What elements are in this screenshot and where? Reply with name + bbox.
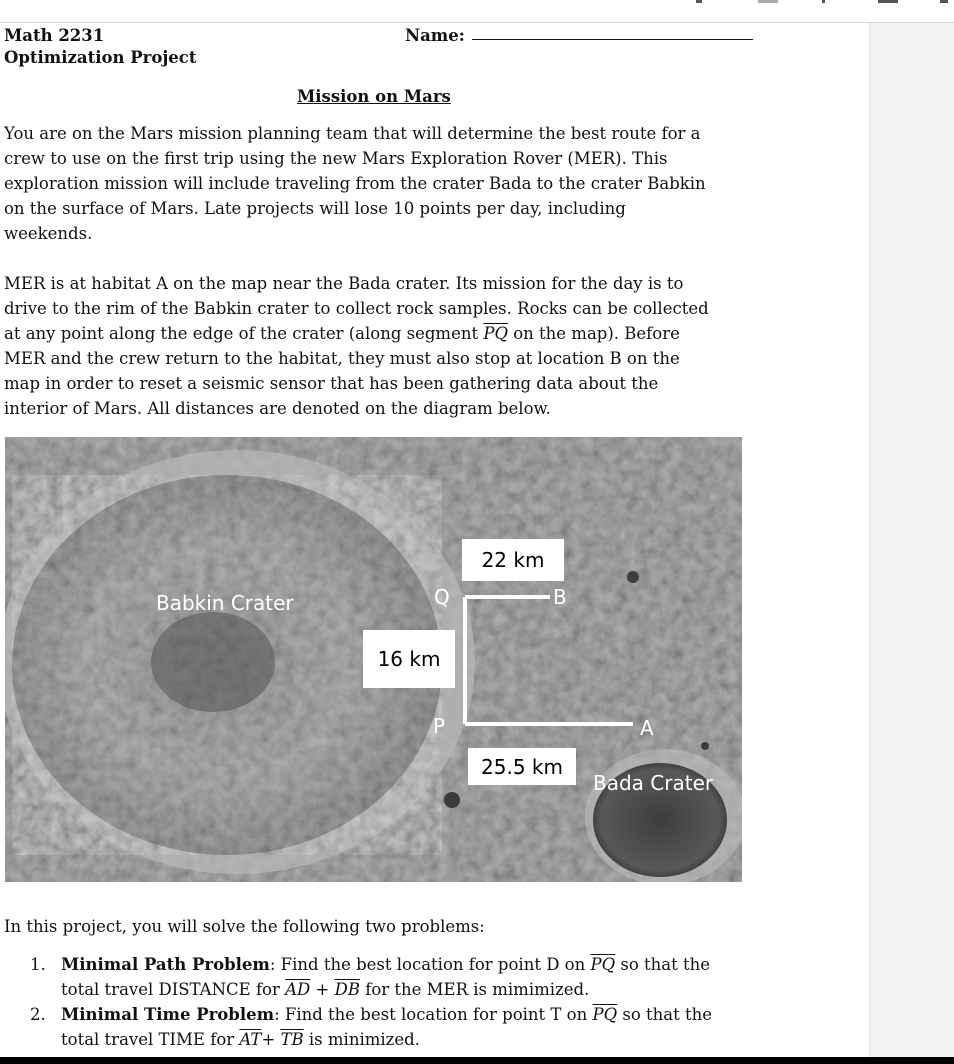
problem-text: : Find the best location for point T on bbox=[274, 1005, 593, 1024]
problem-name: Minimal Time Problem bbox=[61, 1005, 275, 1024]
problem-number: 1. bbox=[30, 955, 46, 974]
intro-line: exploration mission will include traveling from the crater Bada to the crater Babkin bbox=[4, 174, 706, 193]
small-crater bbox=[701, 742, 709, 750]
toolbar-icon-fragment[interactable] bbox=[696, 0, 702, 3]
toolbar-icon-fragment[interactable] bbox=[940, 0, 948, 3]
point-q-label: Q bbox=[434, 585, 450, 609]
mission-line: drive to the rim of the Babkin crater to collect rock samples. Rocks can be collected bbox=[4, 299, 709, 318]
problem-text: total travel DISTANCE for bbox=[61, 980, 286, 999]
intro-line: You are on the Mars mission planning team that will determine the best route for a bbox=[4, 124, 701, 143]
intro-line: crew to use on the first trip using the new Mars Exploration Rover (MER). This bbox=[4, 149, 668, 168]
page-title: Mission on Mars bbox=[297, 87, 451, 106]
toolbar-icon-fragment[interactable] bbox=[758, 0, 778, 3]
segment-db: $\overline{DB}$ bbox=[334, 980, 360, 999]
mission-line: MER and the crew return to the habitat, they must also stop at location B on the bbox=[4, 349, 680, 368]
segment-pq: $\overline{PQ}$ bbox=[590, 955, 616, 974]
small-crater bbox=[444, 792, 460, 808]
mission-text: at any point along the edge of the crater (along segment bbox=[4, 324, 484, 343]
project-subtitle: Optimization Project bbox=[4, 48, 197, 67]
babkin-crater-label: Babkin Crater bbox=[156, 591, 294, 615]
name-blank-line bbox=[472, 39, 753, 40]
problem-body bbox=[61, 1002, 712, 1052]
bottom-bar bbox=[0, 1057, 954, 1064]
intro-line: weekends. bbox=[4, 224, 93, 243]
problem-number: 2. bbox=[30, 1005, 46, 1024]
segment-ad: $\overline{AD}$ bbox=[285, 980, 311, 999]
mars-crater-map bbox=[5, 437, 742, 882]
problem-text: is minimized. bbox=[303, 1030, 420, 1049]
toolbar-icon-fragment[interactable] bbox=[878, 0, 898, 3]
plus-sign: + bbox=[261, 1030, 281, 1049]
problem-text: so that the bbox=[615, 955, 711, 974]
segment-tb: $\overline{TB}$ bbox=[280, 1030, 304, 1049]
mission-line bbox=[4, 321, 709, 346]
name-label: Name: bbox=[405, 26, 465, 45]
mission-line: interior of Mars. All distances are denoted on the diagram below. bbox=[4, 399, 551, 418]
small-crater bbox=[627, 571, 639, 583]
toolbar-icon-fragment[interactable] bbox=[822, 0, 825, 3]
bada-crater-label: Bada Crater bbox=[593, 771, 714, 795]
problem-body bbox=[61, 952, 710, 1002]
toolbar-strip bbox=[0, 0, 954, 23]
problem-line bbox=[61, 977, 710, 1002]
problems-intro: In this project, you will solve the following two problems: bbox=[4, 917, 485, 936]
segment-pq: $\overline{PQ}$ bbox=[483, 324, 508, 343]
segment-pq: $\overline{PQ}$ bbox=[592, 1005, 618, 1024]
problem-text: : Find the best location for point D on bbox=[269, 955, 591, 974]
plus-sign: + bbox=[310, 980, 335, 999]
side-panel bbox=[869, 23, 954, 1058]
course-label: Math 2231 bbox=[4, 26, 105, 45]
problem-text: so that the bbox=[617, 1005, 713, 1024]
mission-text: on the map). Before bbox=[507, 324, 680, 343]
point-b-label: B bbox=[553, 585, 567, 609]
mission-paragraph bbox=[4, 271, 709, 421]
problem-line bbox=[61, 1027, 712, 1052]
intro-paragraph bbox=[4, 121, 706, 246]
distance-pa: 25.5 km bbox=[481, 755, 563, 779]
problem-name: Minimal Path Problem bbox=[61, 955, 270, 974]
babkin-central-peak bbox=[151, 612, 275, 712]
segment-at: $\overline{AT}$ bbox=[239, 1030, 262, 1049]
distance-pq: 16 km bbox=[377, 647, 441, 671]
problem-text: for the MER is mimimized. bbox=[359, 980, 590, 999]
distance-qb: 22 km bbox=[481, 548, 545, 572]
point-a-label: A bbox=[640, 716, 654, 740]
mission-line: MER is at habitat A on the map near the Bada crater. Its mission for the day is to bbox=[4, 274, 684, 293]
point-p-label: P bbox=[433, 714, 446, 738]
intro-line: on the surface of Mars. Late projects will lose 10 points per day, including bbox=[4, 199, 626, 218]
problem-line bbox=[61, 952, 710, 977]
mission-line: map in order to reset a seismic sensor that has been gathering data about the bbox=[4, 374, 659, 393]
problem-text: total travel TIME for bbox=[61, 1030, 240, 1049]
problem-line bbox=[61, 1002, 712, 1027]
